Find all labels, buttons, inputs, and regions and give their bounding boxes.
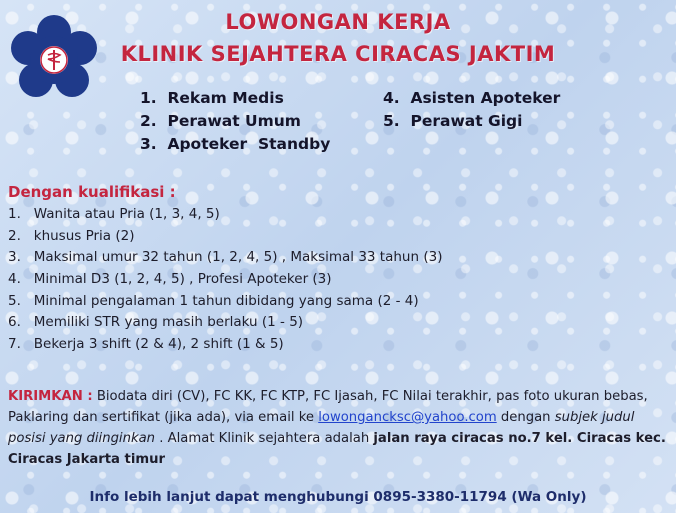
position-item: 4. Asisten Apoteker [383, 89, 561, 107]
email-link[interactable]: lowongancksc@yahoo.com [318, 410, 497, 425]
documents-text: Biodata diri (CV), FC KK, FC KTP, FC Ijasah, FC Nilai terakhir, pas foto ukuran bebas, Paklaring dan sertifikat (jika ada), via email ke [8, 389, 648, 425]
qualifications-list [8, 206, 442, 358]
subject-text: dengan [496, 410, 555, 425]
subject-italic-text: subjek judul posisi yang diinginkan [8, 410, 635, 446]
position-item: 5. Perawat Gigi [383, 112, 523, 130]
page-title-line-2: KLINIK SEJAHTERA CIRACAS JAKTIM [120, 42, 556, 66]
qualifications-heading: Dengan kualifikasi : [8, 183, 176, 201]
positions-list-right [383, 89, 560, 135]
qualification-item: 6. Memiliki STR yang masih berlaku (1 - 5) [8, 314, 304, 331]
contact-info: Info lebih lanjut dapat menghubungi 0895-3380-11794 (Wa Only) [89, 489, 587, 505]
position-item: 3. Apoteker Standby [140, 135, 331, 153]
address-text: jalan raya ciracas no.7 kel. Ciracas kec. Ciracas Jakarta timur [8, 431, 666, 467]
application-instructions [8, 386, 668, 470]
qualification-item: 1. Wanita atau Pria (1, 3, 4, 5) [8, 206, 220, 222]
qualification-item: 2. khusus Pria (2) [8, 227, 135, 244]
position-item: 1. Rekam Medis [140, 89, 284, 107]
qualification-item: 4. Minimal D3 (1, 2, 4, 5) , Profesi Apoteker (3) [8, 271, 332, 288]
positions-list-left [140, 89, 330, 158]
address-intro-text: . Alamat Klinik sejahtera adalah [155, 431, 374, 446]
qualification-item: 3. Maksimal umur 32 tahun (1, 2, 4, 5) , Maksimal 33 tahun (3) [8, 249, 443, 266]
kirimkan-label: KIRIMKAN : [8, 389, 93, 404]
qualification-item: 7. Bekerja 3 shift (2 & 4), 2 shift (1 & 5) [8, 336, 284, 353]
position-item: 2. Perawat Umum [140, 112, 301, 130]
qualification-item: 5. Minimal pengalaman 1 tahun dibidang yang sama (2 - 4) [8, 292, 419, 309]
page-title-line-1: LOWONGAN KERJA [225, 10, 451, 34]
